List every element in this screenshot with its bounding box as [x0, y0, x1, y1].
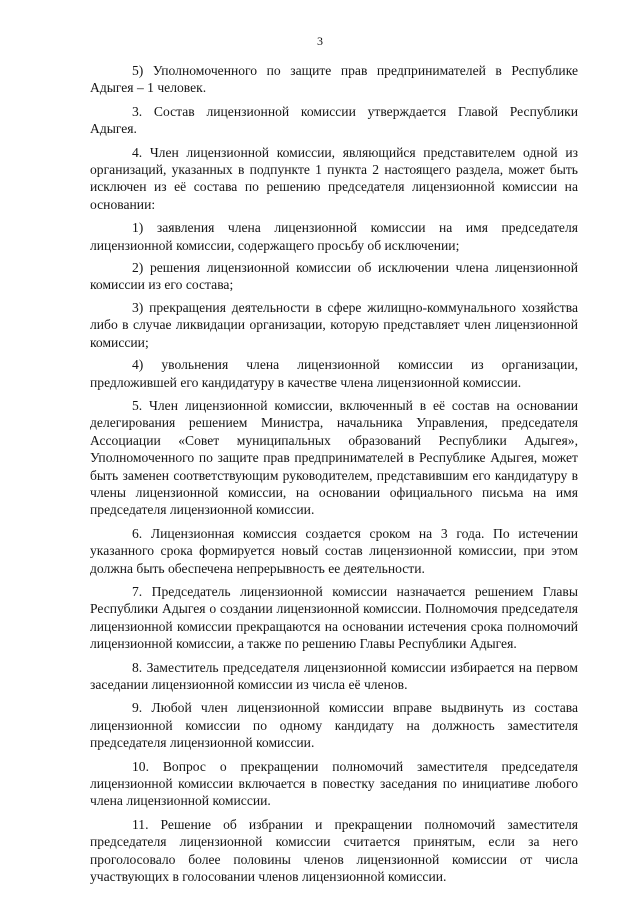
paragraph-7-chairman: 7. Председатель лицензионной комиссии назначается решением Главы Республики Адыгея о создании лицензионной комиссии. Полномочия председателя лицензионной комиссии прекращаются на основании истечения срока полномочий лицензионной комиссии, а также по решению Главы Республики Адыгея. — [90, 583, 578, 652]
paragraph-4-subitem-4: 4) увольнения члена лицензионной комиссии из организации, предложившей его кандидатуру в качестве члена лицензионной комиссии. — [90, 357, 578, 390]
paragraph-6-term: 6. Лицензионная комиссия создается сроком на 3 года. По истечении указанного срока формируется новый состав лицензионной комиссии, при этом должна быть обеспечена непрерывность ее деятельности. — [90, 525, 578, 576]
paragraph-4-subitem-3: 3) прекращения деятельности в сфере жилищно-коммунального хозяйства либо в случае ликвидации организации, которую представляет член лицензионной комиссии; — [90, 299, 578, 350]
paragraph-item-5-ombudsman: 5) Уполномоченного по защите прав предпринимателей в Республике Адыгея – 1 человек. — [90, 63, 578, 96]
paragraph-8-deputy: 8. Заместитель председателя лицензионной комиссии избирается на первом заседании лицензионной комиссии из числа её членов. — [90, 659, 578, 692]
page-number: 3 — [317, 34, 323, 48]
paragraph-4-subitem-1: 1) заявления члена лицензионной комиссии на имя председателя лицензионной комиссии, содержащего просьбу об исключении; — [90, 220, 578, 253]
paragraph-4-subitem-2: 2) решения лицензионной комиссии об исключении члена лицензионной комиссии из его состава; — [90, 260, 578, 293]
paragraph-9-nomination: 9. Любой член лицензионной комиссии вправе выдвинуть из состава лицензионной комиссии по одному кандидату на должность заместителя председателя лицензионной комиссии. — [90, 700, 578, 751]
paragraph-5-replacement: 5. Член лицензионной комиссии, включенный в её состав на основании делегирования решением Министра, начальника Управления, председателя Ассоциации «Совет муниципальных образований Республики Адыгея», Уполномоченного по защите прав предпринимателей в Республике Адыгея, может быть заменен соответствующим руководителем, представившим его кандидатуру в члены лицензионной комиссии, на основании официального письма на имя председателя лицензионной комиссии. — [90, 397, 578, 518]
paragraph-3-composition: 3. Состав лицензионной комиссии утверждается Главой Республики Адыгея. — [90, 103, 578, 137]
paragraph-10-termination: 10. Вопрос о прекращении полномочий заместителя председателя лицензионной комиссии включается в повестку заседания по инициативе любого члена лицензионной комиссии. — [90, 758, 578, 809]
paragraph-11-decision: 11. Решение об избрании и прекращении полномочий заместителя председателя лицензионной комиссии считается принятым, если за него проголосовало более половины членов лицензионной комиссии от числа участвующих в голосовании членов лицензионной комиссии. — [90, 816, 578, 885]
document-body — [90, 62, 578, 885]
paragraph-4-exclusion: 4. Член лицензионной комиссии, являющийся представителем одной из организаций, указанных в подпункте 1 пункта 2 настоящего раздела, может быть исключен из её состава по решению председателя лицензионной комиссии на основании: — [90, 144, 578, 212]
